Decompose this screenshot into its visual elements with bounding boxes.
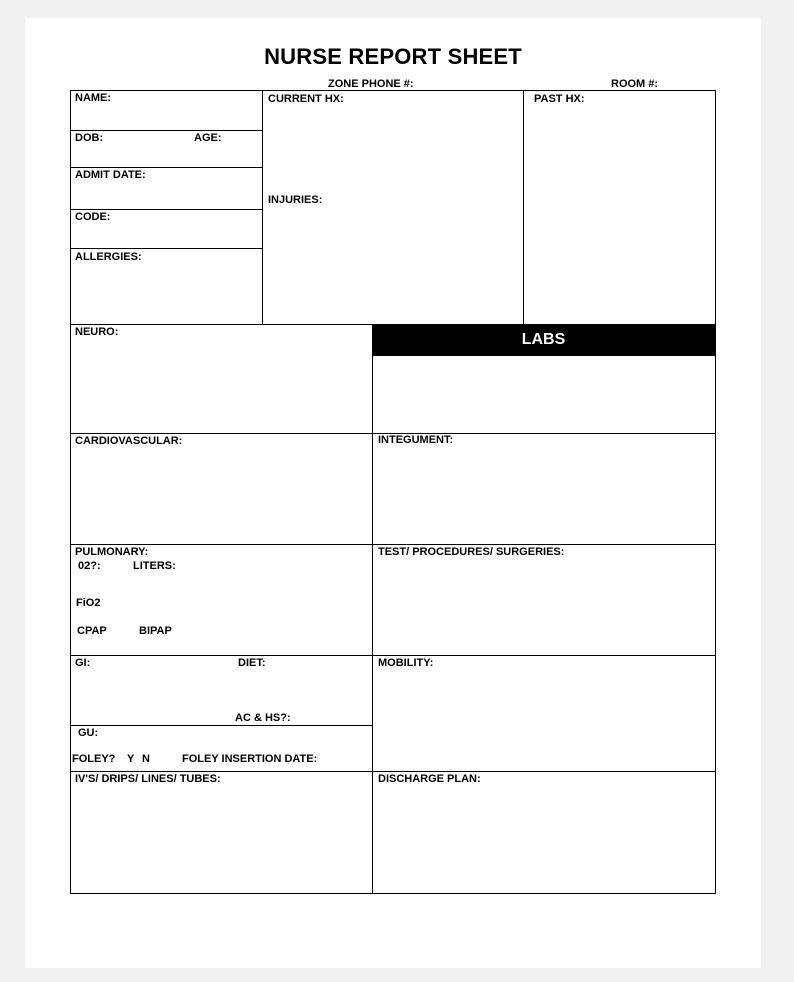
discharge-label: DISCHARGE PLAN: [378,773,481,785]
room-label: ROOM #: [611,78,659,90]
divider-name [70,130,262,131]
cpap-label: CPAP [77,625,107,637]
zone-phone-label: ZONE PHONE #: [328,78,414,90]
border-top [70,90,716,91]
past-hx-label: PAST HX: [534,93,585,105]
divider-row-2 [70,544,716,545]
bipap-label: BIPAP [139,625,172,637]
border-left [70,90,71,894]
border-right [715,90,716,894]
foley-no-label: N [142,753,150,765]
ivs-label: IV'S/ DRIPS/ LINES/ TUBES: [75,773,221,785]
paper-sheet [25,18,761,968]
age-label: AGE: [194,132,222,144]
o2-label: 02?: [78,560,101,572]
foley-label: FOLEY? [72,753,116,765]
gu-label: GU: [78,727,99,739]
foley-yes-label: Y [127,753,135,765]
integument-label: INTEGUMENT: [378,434,454,446]
divider-admit [70,209,262,210]
labs-header: LABS [372,324,715,356]
divider-row-3 [70,655,716,656]
divider-code [70,248,262,249]
name-label: NAME: [75,92,112,104]
foley-insertion-label: FOLEY INSERTION DATE: [182,753,318,765]
divider-top-1 [262,90,263,324]
tests-label: TEST/ PROCEDURES/ SURGERIES: [378,546,565,558]
current-hx-label: CURRENT HX: [268,93,344,105]
border-bottom [70,893,716,894]
liters-label: LITERS: [133,560,176,572]
pulmonary-label: PULMONARY: [75,546,149,558]
gi-label: GI: [75,657,91,669]
page-title: NURSE REPORT SHEET [264,44,522,69]
neuro-label: NEURO: [75,326,119,338]
divider-dob [70,167,262,168]
cardiovascular-label: CARDIOVASCULAR: [75,435,183,447]
divider-gi-gu [70,725,372,726]
allergies-label: ALLERGIES: [75,251,142,263]
code-label: CODE: [75,211,111,223]
mobility-label: MOBILITY: [378,657,434,669]
divider-row-4 [70,771,716,772]
divider-center [372,324,373,894]
ac-hs-label: AC & HS?: [235,712,291,724]
admit-date-label: ADMIT DATE: [75,169,146,181]
fio2-label: FiO2 [76,597,101,609]
injuries-label: INJURIES: [268,194,323,206]
dob-label: DOB: [75,132,104,144]
divider-top-2 [523,90,524,324]
diet-label: DIET: [238,657,266,669]
